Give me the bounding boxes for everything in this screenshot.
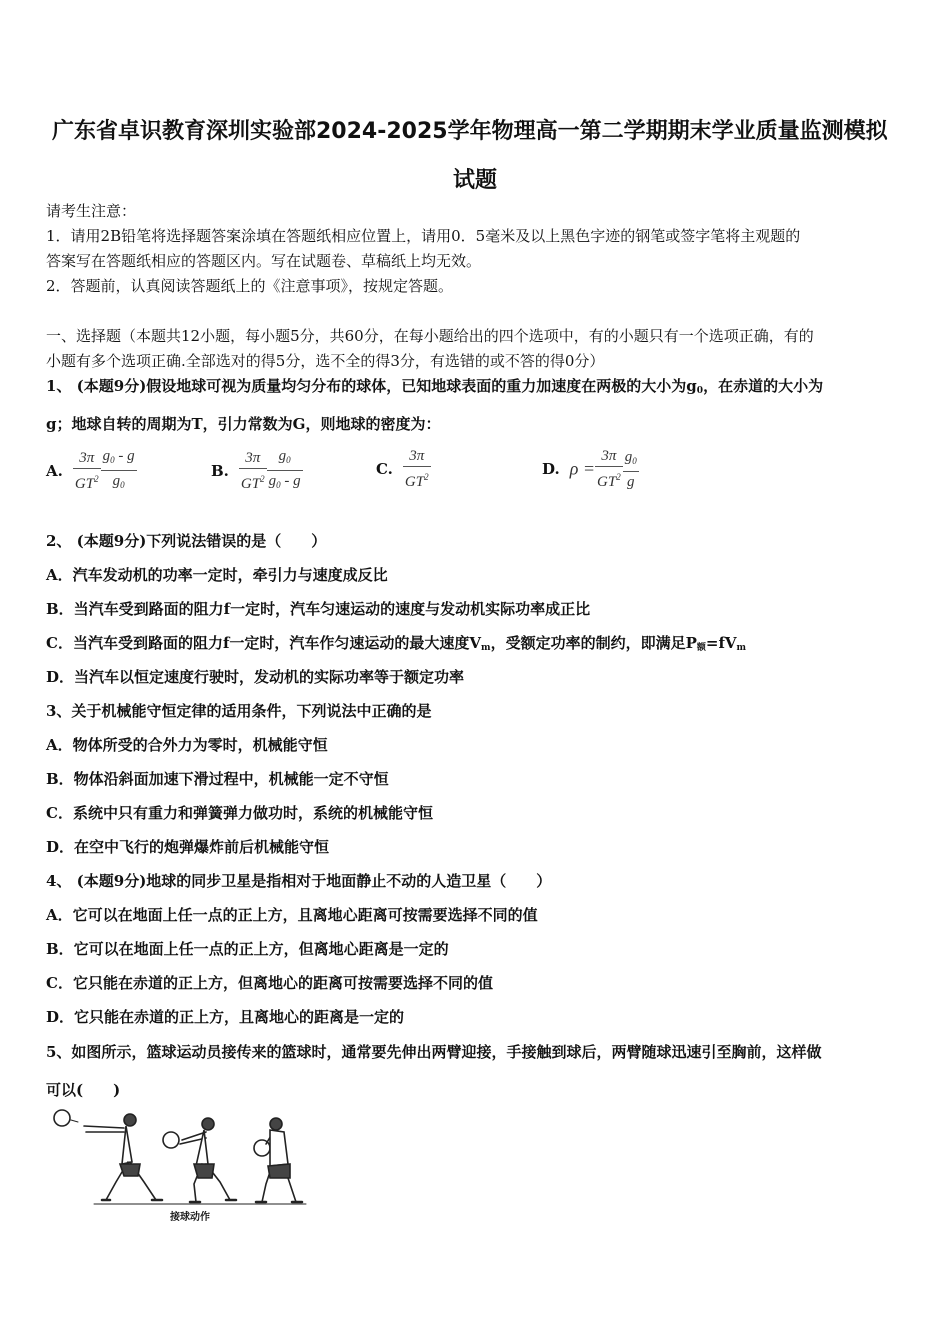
subscript-0: 0 (110, 455, 115, 465)
minus: - (114, 448, 128, 464)
numerator: 3π (403, 446, 431, 467)
frac-g0-over-g0-minus-g (267, 446, 303, 495)
q2-option-d[interactable]: D．当汽车以恒定速度行驶时，发动机的实际功率等于额定功率 (46, 668, 465, 686)
denominator-gt: GT (74, 475, 95, 492)
q3-option-b[interactable]: B．物体沿斜面加速下滑过程中，机械能一定不守恒 (46, 770, 389, 788)
option-label-c: C. (376, 460, 393, 478)
superscript-2: 2 (424, 472, 429, 482)
title-line-1: 广东省卓识教育深圳实验部2024-2025学年物理高一第二学期期末学业质量监测模拟 (52, 119, 888, 144)
q1-stem-line-2: g；地球自转的周期为T，引力常数为G，则地球的密度为： (46, 415, 441, 433)
g0: g (102, 448, 111, 464)
title-line-2: 试题 (453, 168, 498, 193)
g: g (626, 473, 635, 490)
q1-stem-text-a: 1、 (本题9分)假设地球可视为质量均匀分布的球体，已知地球表面的重力加速度在两极的大小为g (46, 377, 697, 395)
q1-option-a[interactable] (46, 446, 137, 495)
notice-item-1-line-2: 答案写在答题纸相应的答题区内。写在试题卷、草稿纸上均无效。 (46, 252, 482, 270)
q3-option-a[interactable]: A．物体所受的合外力为零时，机械能守恒 (46, 736, 328, 754)
frac-g0-over-g (623, 447, 639, 492)
q2-c-text-c: =fV (705, 634, 737, 652)
g: g (293, 473, 301, 489)
notice-item-1-line-1: 1．请用2B铅笔将选择题答案涂填在答题纸相应位置上，请用0．5毫米及以上黑色字迹的钢笔或签字笔将主观题的 (46, 227, 801, 245)
frac-3pi-over-gt2 (239, 448, 267, 494)
q2-c-text-a: C．当汽车受到路面的阻力f一定时，汽车作匀速运动的最大速度V (46, 634, 482, 652)
section-heading-line-2: 小题有多个选项正确.全部选对的得5分，选不全的得3分，有选错的或不答的得0分） (46, 352, 605, 370)
q4-option-a[interactable]: A．它可以在地面上任一点的正上方，且离地心距离可按需要选择不同的值 (46, 906, 538, 924)
subscript-rated: 额 (696, 643, 706, 653)
option-label-a: A. (46, 461, 63, 480)
frac-3pi-over-gt2 (73, 448, 101, 494)
subscript-m: m (481, 643, 491, 653)
notice-heading: 请考生注意： (46, 202, 137, 220)
numerator: 3π (73, 448, 101, 469)
q2-stem: 2、 (本题9分)下列说法错误的是（ ） (46, 532, 327, 550)
q1-stem-subscript: 0 (696, 386, 704, 396)
q2-c-text-b: ，受额定功率的制约，即满足P (490, 634, 697, 652)
superscript-2: 2 (260, 473, 265, 484)
q4-option-c[interactable]: C．它只能在赤道的正上方，但离地心的距离可按需要选择不同的值 (46, 974, 493, 992)
q1-stem-line-1 (46, 375, 823, 402)
notice-item-2: 2．答题前，认真阅读答题纸上的《注意事项》，按规定答题。 (46, 277, 454, 295)
subscript-0: 0 (120, 480, 125, 490)
denominator-gt: GT (597, 474, 617, 490)
g0: g (624, 448, 633, 465)
subscript-0: 0 (632, 455, 637, 466)
figure-caption: 接球动作 (170, 1212, 210, 1223)
q1-option-c[interactable] (376, 446, 431, 492)
q3-stem: 3、关于机械能守恒定律的适用条件，下列说法中正确的是 (46, 702, 432, 720)
option-label-b: B. (211, 461, 229, 480)
superscript-2: 2 (616, 472, 621, 482)
q5-stem-line-1: 5、如图所示，篮球运动员接传来的篮球时，通常要先伸出两臂迎接，手接触到球后，两臂随球迅速引至胸前，这样做 (46, 1043, 822, 1061)
g0: g (112, 473, 121, 489)
minus: - (280, 473, 294, 489)
numerator: 3π (595, 446, 623, 467)
subscript-m: m (736, 643, 747, 653)
numerator: 3π (239, 448, 267, 469)
q4-option-d[interactable]: D．它只能在赤道的正上方，且离地心的距离是一定的 (46, 1008, 405, 1026)
section-heading-line-1: 一、选择题（本题共12小题，每小题5分，共60分，在每小题给出的四个选项中，有的小题只有一个选项正确，有的 (46, 327, 814, 345)
q2-option-b[interactable]: B．当汽车受到路面的阻力f一定时，汽车匀速运动的速度与发动机实际功率成正比 (46, 600, 591, 618)
denominator-gt: GT (240, 475, 261, 492)
q1-option-d[interactable] (542, 446, 639, 492)
frac-g0-minus-g-over-g0 (101, 446, 137, 495)
subscript-0: 0 (286, 455, 291, 465)
frac-3pi-over-gt2 (595, 446, 623, 492)
q4-stem: 4、 (本题9分)地球的同步卫星是指相对于地面静止不动的人造卫星（ ） (46, 872, 552, 890)
q5-stem-line-2: 可以( ) (46, 1081, 121, 1099)
q3-option-d[interactable]: D．在空中飞行的炮弹爆炸前后机械能守恒 (46, 838, 330, 856)
frac-3pi-over-gt2 (403, 446, 431, 492)
g: g (127, 448, 135, 464)
denominator-gt: GT (404, 474, 425, 490)
q2-option-a[interactable]: A．汽车发动机的功率一定时，牵引力与速度成反比 (46, 566, 388, 584)
subscript-0: 0 (276, 480, 281, 490)
rho-equals: ρ = (569, 458, 595, 479)
basketball-catch-figure (44, 1104, 314, 1224)
option-label-d: D. (542, 460, 560, 478)
g0: g (278, 448, 287, 464)
q4-option-b[interactable]: B．它可以在地面上任一点的正上方，但离地心距离是一定的 (46, 940, 449, 958)
g0: g (268, 473, 277, 489)
q1-stem-text-b: ，在赤道的大小为 (703, 377, 824, 395)
q3-option-c[interactable]: C．系统中只有重力和弹簧弹力做功时，系统的机械能守恒 (46, 804, 433, 822)
q1-option-b[interactable] (211, 446, 303, 495)
superscript-2: 2 (94, 473, 99, 484)
q2-option-c[interactable] (46, 632, 746, 659)
